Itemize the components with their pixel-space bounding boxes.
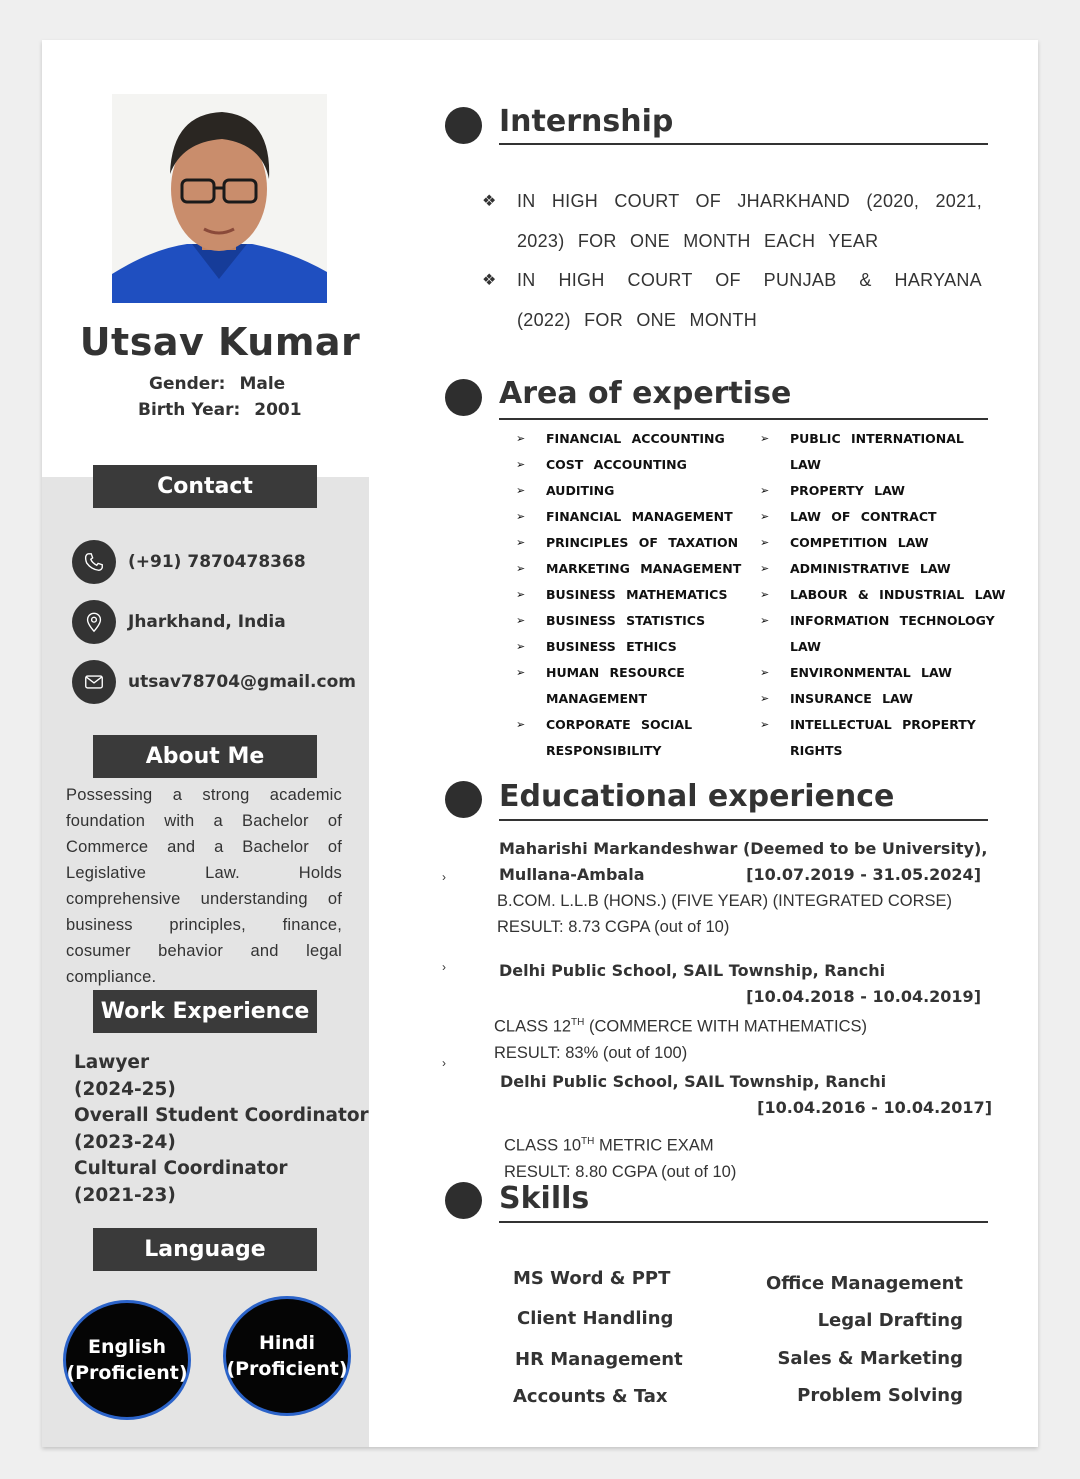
arrow-bullet-icon: ➢ — [516, 562, 526, 575]
about-heading: About Me — [93, 735, 317, 778]
person-name: Utsav Kumar — [79, 320, 361, 364]
language-hindi — [223, 1296, 351, 1416]
profile-photo — [112, 94, 327, 303]
email-address: utsav78704@gmail.com — [128, 672, 356, 692]
internship-item-text: IN HIGH COURT OF JHARKHAND (2020, 2021, 2023) FOR ONE MONTH EACH YEAR — [517, 191, 982, 251]
course-detail: METRIC EXAM — [594, 1136, 714, 1155]
arrow-bullet-icon: ➢ — [516, 484, 526, 497]
course-name — [504, 1129, 992, 1159]
arrow-bullet-icon: ➢ — [516, 640, 526, 653]
work-years-2: (2023-24) — [74, 1131, 176, 1153]
language-level: (Proficient) — [66, 1362, 188, 1384]
expertise-item — [760, 608, 1005, 634]
skill-item: Office Management — [765, 1273, 963, 1294]
expertise-item-text: AUDITING — [546, 483, 615, 498]
phone-number: (+91) 7870478368 — [128, 552, 306, 572]
expertise-item-text: RESPONSIBILITY — [546, 743, 662, 758]
expertise-item — [760, 504, 1005, 530]
contact-heading: Contact — [93, 465, 317, 508]
expertise-left-column — [516, 426, 741, 764]
education-entry-3 — [500, 1069, 992, 1185]
expertise-item — [760, 426, 1005, 452]
expertise-item-text: PUBLIC INTERNATIONAL — [790, 431, 964, 446]
skill-item: Problem Solving — [797, 1385, 963, 1406]
expertise-right-column — [760, 426, 1005, 764]
expertise-item-text: CORPORATE SOCIAL — [546, 717, 693, 732]
expertise-item-text: FINANCIAL MANAGEMENT — [546, 509, 733, 524]
chevron-right-icon: › — [442, 960, 446, 974]
course-result: RESULT: 8.73 CGPA (out of 10) — [497, 918, 730, 936]
section-bullet — [445, 379, 482, 416]
arrow-bullet-icon: ➢ — [760, 484, 770, 497]
expertise-item-text: COMPETITION LAW — [790, 535, 929, 550]
expertise-item-text: ADMINISTRATIVE LAW — [790, 561, 951, 576]
expertise-item-text: INTELLECTUAL PROPERTY — [790, 717, 976, 732]
work-role-2: Overall Student Coordinator — [74, 1105, 369, 1126]
expertise-item — [760, 478, 1005, 504]
phone-icon — [72, 540, 116, 584]
language-name: English — [88, 1336, 166, 1358]
school-name: Delhi Public School, SAIL Township, Ranchi — [500, 1072, 887, 1091]
expertise-item-continued — [760, 452, 1005, 478]
expertise-item — [516, 660, 741, 686]
expertise-item-text: LAW OF CONTRACT — [790, 509, 937, 524]
expertise-item-continued — [760, 634, 1005, 660]
expertise-item-text: COST ACCOUNTING — [546, 457, 687, 472]
expertise-item — [516, 478, 741, 504]
arrow-bullet-icon: ➢ — [516, 432, 526, 445]
expertise-item — [516, 608, 741, 634]
course-result: RESULT: 8.80 CGPA (out of 10) — [504, 1162, 737, 1181]
education-dates-row — [499, 984, 981, 1010]
skill-item: Legal Drafting — [817, 1310, 963, 1331]
expertise-title: Area of expertise — [499, 376, 792, 411]
school-name: Delhi Public School, SAIL Township, Ranchi — [499, 961, 886, 980]
section-bullet — [445, 781, 482, 818]
work-years-3: (2021-23) — [74, 1184, 176, 1206]
contact-phone-row[interactable] — [72, 540, 306, 584]
work-years-1: (2024-25) — [74, 1078, 176, 1100]
expertise-item — [516, 530, 741, 556]
arrow-bullet-icon: ➢ — [516, 458, 526, 471]
education-title: Educational experience — [499, 779, 895, 814]
expertise-item-text: LAW — [790, 639, 821, 654]
internship-item-text: IN HIGH COURT OF PUNJAB & HARYANA (2022) FOR ONE MONTH — [517, 270, 982, 330]
birth-year-row — [138, 400, 302, 420]
expertise-item — [516, 426, 741, 452]
expertise-item-text: BUSINESS STATISTICS — [546, 613, 706, 628]
section-divider — [499, 819, 988, 821]
expertise-item — [516, 712, 741, 738]
expertise-item-text: PRINCIPLES OF TAXATION — [546, 535, 739, 550]
gender-label: Gender: — [149, 374, 226, 394]
internship-list — [482, 182, 982, 340]
about-text: Possessing a strong academic foundation with a Bachelor of Commerce and a Bachelor of Legislative Law. Holds comprehensive understanding of business principles, finance, cosumer behavior and legal compliance. — [66, 786, 342, 986]
chevron-right-icon: › — [442, 1056, 446, 1070]
skills-title: Skills — [499, 1181, 590, 1216]
education-dates: [10.04.2018 - 10.04.2019] — [746, 987, 981, 1006]
language-level: (Proficient) — [226, 1358, 348, 1380]
internship-item — [482, 182, 982, 261]
arrow-bullet-icon: ➢ — [516, 588, 526, 601]
arrow-bullet-icon: ➢ — [760, 692, 770, 705]
expertise-item-text: BUSINESS MATHEMATICS — [546, 587, 728, 602]
expertise-item-text: BUSINESS ETHICS — [546, 639, 677, 654]
expertise-item-text: INSURANCE LAW — [790, 691, 913, 706]
course-superscript: TH — [581, 1136, 595, 1147]
internship-item — [482, 261, 982, 340]
education-entry-2 — [494, 958, 981, 1066]
arrow-bullet-icon: ➢ — [760, 510, 770, 523]
expertise-item — [760, 556, 1005, 582]
birth-year-label: Birth Year: — [138, 400, 241, 420]
skill-item: Accounts & Tax — [513, 1386, 668, 1407]
education-dates: [10.07.2019 - 31.05.2024] — [746, 865, 981, 884]
location-pin-icon — [72, 600, 116, 644]
arrow-bullet-icon: ➢ — [760, 432, 770, 445]
expertise-item-text: MANAGEMENT — [546, 691, 648, 706]
education-dates-row — [500, 1095, 992, 1121]
school-location-row — [499, 862, 981, 888]
section-divider — [499, 143, 988, 145]
course-superscript: TH — [571, 1017, 585, 1028]
gender-value: Male — [239, 374, 286, 394]
school-location: Mullana-Ambala — [499, 865, 645, 884]
work-heading: Work Experience — [93, 990, 317, 1033]
arrow-bullet-icon: ➢ — [516, 718, 526, 731]
mail-icon — [72, 660, 116, 704]
course-result: RESULT: 83% (out of 100) — [494, 1043, 688, 1062]
expertise-item — [516, 634, 741, 660]
arrow-bullet-icon: ➢ — [516, 614, 526, 627]
skill-item: Client Handling — [517, 1308, 674, 1329]
section-bullet — [445, 1182, 482, 1219]
location-text: Jharkhand, India — [128, 612, 286, 632]
expertise-item — [760, 530, 1005, 556]
expertise-item — [516, 556, 741, 582]
expertise-item-continued — [516, 686, 741, 712]
work-role-3: Cultural Coordinator — [74, 1158, 288, 1179]
expertise-item-text: HUMAN RESOURCE — [546, 665, 685, 680]
language-english — [63, 1300, 191, 1420]
contact-email-row[interactable] — [72, 660, 356, 704]
expertise-item-text: LABOUR & INDUSTRIAL LAW — [790, 587, 1006, 602]
arrow-bullet-icon: ➢ — [760, 536, 770, 549]
arrow-bullet-icon: ➢ — [760, 588, 770, 601]
expertise-item — [760, 712, 1005, 738]
arrow-bullet-icon: ➢ — [760, 562, 770, 575]
internship-title: Internship — [499, 104, 674, 139]
gender-row — [149, 374, 285, 394]
course-name — [494, 1010, 981, 1040]
expertise-item — [516, 504, 741, 530]
expertise-item-continued — [516, 738, 741, 764]
work-list — [74, 1050, 369, 1209]
expertise-item-text: ENVIRONMENTAL LAW — [790, 665, 952, 680]
contact-location-row — [72, 600, 286, 644]
expertise-item-text: FINANCIAL ACCOUNTING — [546, 431, 725, 446]
language-heading: Language — [93, 1228, 317, 1271]
arrow-bullet-icon: ➢ — [760, 614, 770, 627]
arrow-bullet-icon: ➢ — [516, 666, 526, 679]
school-name: Maharishi Markandeshwar (Deemed to be University), — [499, 839, 988, 858]
diamond-bullet-icon: ❖ — [482, 272, 497, 289]
expertise-item-continued — [760, 738, 1005, 764]
birth-year-value: 2001 — [254, 400, 302, 420]
expertise-item — [760, 582, 1005, 608]
arrow-bullet-icon: ➢ — [760, 666, 770, 679]
course-class: CLASS 12 — [494, 1017, 572, 1036]
diamond-bullet-icon: ❖ — [482, 193, 497, 210]
skill-item: Sales & Marketing — [777, 1348, 963, 1369]
expertise-item-text: LAW — [790, 457, 821, 472]
expertise-item — [760, 660, 1005, 686]
language-name: Hindi — [258, 1332, 316, 1354]
chevron-right-icon: › — [442, 870, 446, 884]
expertise-item — [516, 582, 741, 608]
education-dates: [10.04.2016 - 10.04.2017] — [757, 1098, 992, 1117]
education-entry-1 — [499, 836, 987, 940]
arrow-bullet-icon: ➢ — [760, 718, 770, 731]
expertise-item-text: INFORMATION TECHNOLOGY — [790, 613, 995, 628]
course-class: CLASS 10 — [504, 1136, 582, 1155]
expertise-item-text: PROPERTY LAW — [790, 483, 905, 498]
work-role-1: Lawyer — [74, 1052, 150, 1073]
expertise-item-text: RIGHTS — [790, 743, 843, 758]
course-name: B.COM. L.L.B (HONS.) (FIVE YEAR) (INTEGRATED CORSE) — [497, 892, 953, 910]
section-bullet — [445, 107, 482, 144]
expertise-item — [516, 452, 741, 478]
section-divider — [499, 418, 988, 420]
course-detail: (COMMERCE WITH MATHEMATICS) — [584, 1017, 868, 1036]
skill-item: HR Management — [515, 1349, 683, 1370]
expertise-item — [760, 686, 1005, 712]
resume-page — [42, 40, 1038, 1447]
expertise-item-text: MARKETING MANAGEMENT — [546, 561, 742, 576]
skill-item: MS Word & PPT — [513, 1268, 671, 1289]
arrow-bullet-icon: ➢ — [516, 510, 526, 523]
arrow-bullet-icon: ➢ — [516, 536, 526, 549]
section-divider — [499, 1221, 988, 1223]
